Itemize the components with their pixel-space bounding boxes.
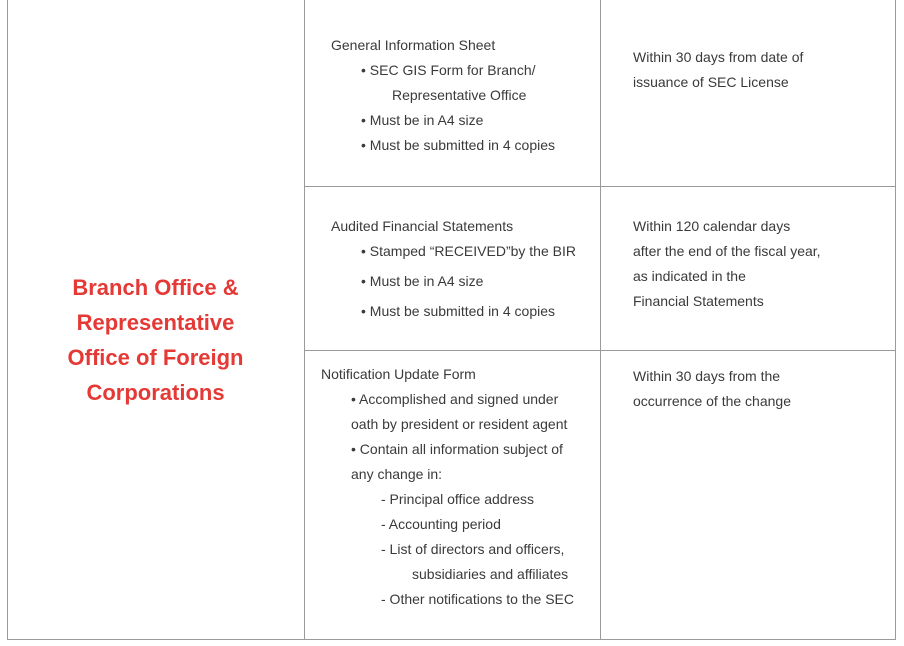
deadline-cell-nuf (633, 364, 791, 414)
bottom-border (7, 639, 896, 640)
requirement-item: • Stamped “RECEIVED”by the BIR (361, 243, 576, 259)
requirement-item: oath by president or resident agent (351, 416, 568, 432)
column-divider-2 (600, 0, 601, 640)
category-line: Representative (76, 310, 235, 335)
deadline-cell-afs (633, 214, 821, 314)
deadline-line: Financial Statements (633, 293, 764, 309)
requirement-item: • Must be in A4 size (361, 273, 484, 289)
deadline-cell-gis (633, 45, 803, 95)
deadline-line: occurrence of the change (633, 393, 791, 409)
deadline-line: after the end of the fiscal year, (633, 243, 821, 259)
requirement-item: • Contain all information subject of (351, 441, 563, 457)
requirement-item: • Must be submitted in 4 copies (361, 137, 555, 153)
deadline-line: Within 30 days from the (633, 368, 781, 384)
category-line: Branch Office & (72, 275, 239, 300)
right-border (895, 0, 896, 640)
category-line: Office of Foreign (67, 345, 244, 370)
requirement-title: Notification Update Form (321, 366, 476, 382)
category-line: Corporations (86, 380, 225, 405)
requirement-item: - List of directors and officers, (381, 541, 565, 557)
requirement-item: subsidiaries and affiliates (412, 566, 569, 582)
requirement-title: Audited Financial Statements (331, 218, 514, 234)
requirement-cell-nuf (304, 350, 600, 639)
requirement-item: - Principal office address (381, 491, 535, 507)
requirement-item: • Accomplished and signed under (351, 391, 559, 407)
requirement-title: General Information Sheet (331, 37, 496, 53)
requirements-table (7, 0, 895, 640)
deadline-line: Within 30 days from date of (633, 49, 804, 65)
deadline-line: issuance of SEC License (633, 74, 789, 90)
requirement-cell-gis (304, 0, 600, 186)
requirement-item: • SEC GIS Form for Branch/ (361, 62, 536, 78)
requirement-item: any change in: (351, 466, 443, 482)
requirement-item: - Accounting period (381, 516, 501, 532)
deadline-line: Within 120 calendar days (633, 218, 791, 234)
requirement-item: • Must be in A4 size (361, 112, 484, 128)
requirement-item: • Must be submitted in 4 copies (361, 303, 555, 319)
requirement-item: Representative Office (392, 87, 527, 103)
requirement-item: - Other notifications to the SEC (381, 591, 574, 607)
deadline-line: as indicated in the (633, 268, 746, 284)
requirement-cell-afs (304, 186, 600, 350)
category-label (7, 270, 304, 410)
